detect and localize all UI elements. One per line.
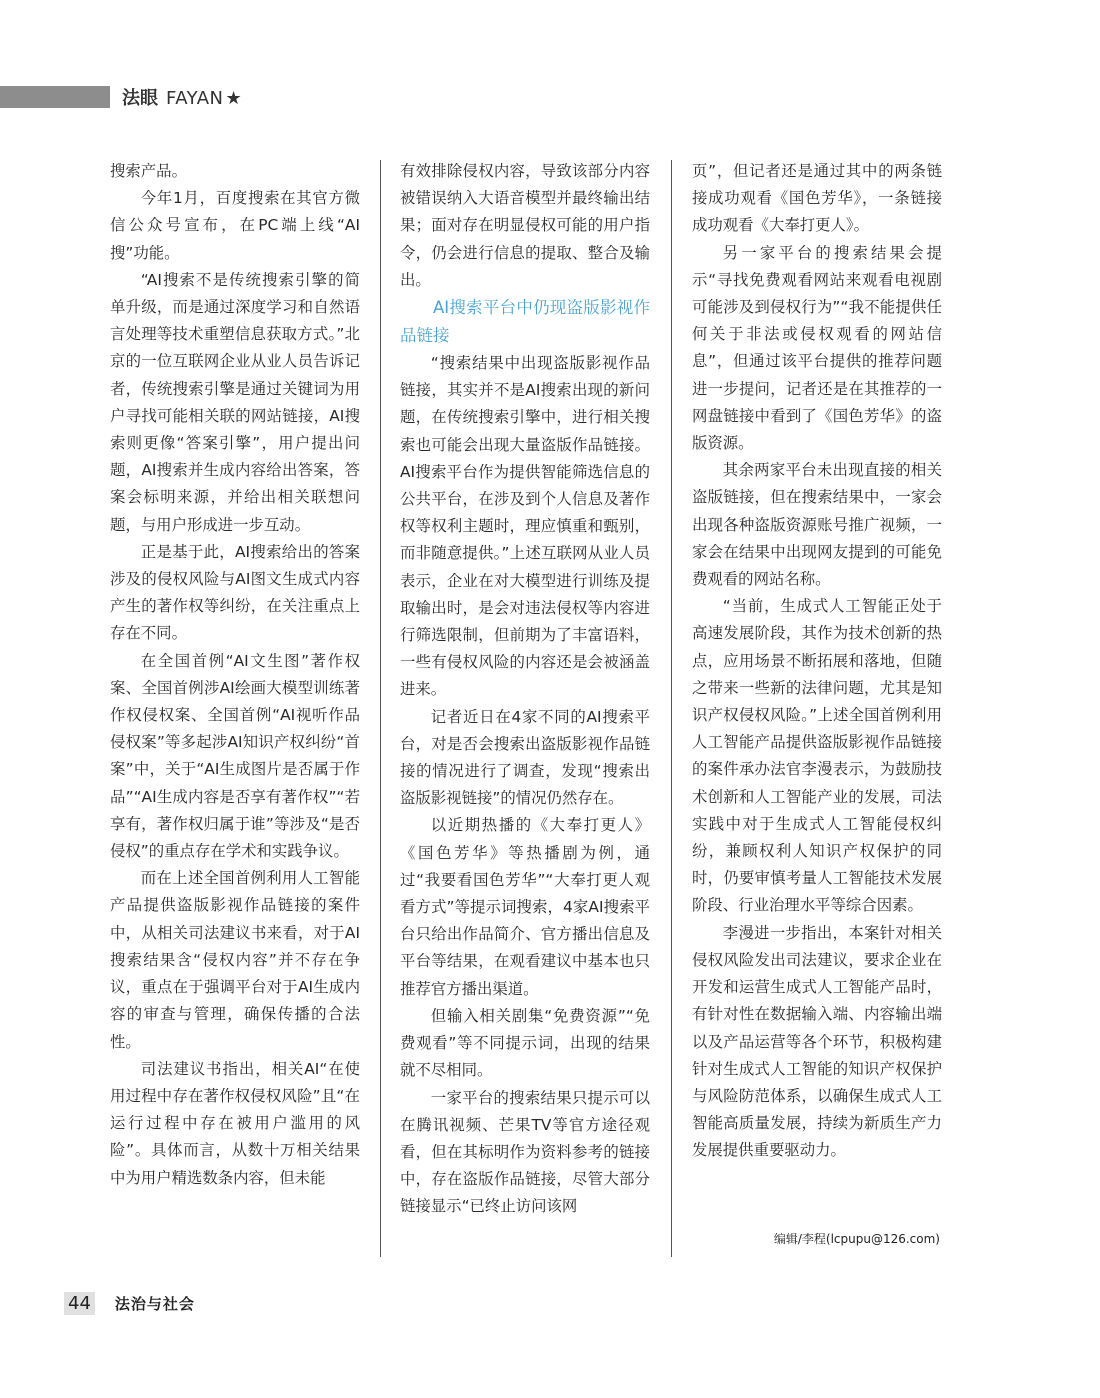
section-title	[122, 84, 242, 110]
paragraph: 另一家平台的搜索结果会提示“寻找免费观看网站来观看电视剧可能涉及到侵权行为”“我不能提供任何关于非法或侵权观看的网站信息”，但通过该平台提供的推荐问题进一步提问，记者还是在其推荐的一网盘链接中看到了《国色芳华》的盗版资源。	[692, 243, 942, 453]
paragraph: 李漫进一步指出，本案针对相关侵权风险发出司法建议，要求企业在开发和运营生成式人工智能产品时，有针对性在数据输入端、内容输出端以及产品运营等各个环节，积极构建针对生成式人工智能的知识产权保护与风险防范体系，以确保生成式人工智能高质量发展，持续为新质生产力发展提供重要驱动力。	[692, 923, 942, 1160]
paragraph: 其余两家平台未出现直接的相关盗版链接，但在搜索结果中，一家会出现各种盗版资源账号推广视频，一家会在结果中出现网友提到的可能免费观看的网站名称。	[692, 461, 942, 589]
paragraph: 一家平台的搜索结果只提示可以在腾讯视频、芒果TV等官方途径观看，但在其标明作为资料参考的链接中，存在盗版作品链接，尽管大部分链接显示“已终止访问该网	[400, 1088, 650, 1216]
paragraph: 而在上述全国首例利用人工智能产品提供盗版影视作品链接的案件中，从相关司法建议书来看，对于AI搜索结果含“侵权内容”并不存在争议，重点在于强调平台对于AI生成内容的审查与管理，确保传播的合法性。	[110, 869, 360, 1051]
header-bar	[0, 86, 110, 108]
paragraph: 今年1月，百度搜索在其官方微信公众号宣布，在PC端上线“AI搜”功能。	[110, 189, 360, 262]
section-header	[0, 86, 242, 108]
section-heading: AI搜索平台中仍现盗版影视作品链接	[400, 298, 650, 346]
article-column-1	[110, 158, 360, 1192]
paragraph: 但输入相关剧集“免费资源”“免费观看”等不同提示词，出现的结果就不尽相同。	[400, 1006, 650, 1080]
column-divider	[380, 160, 381, 1257]
paragraph: 页”，但记者还是通过其中的两条链接成功观看《国色芳华》，一条链接成功观看《大奉打更人》。	[692, 162, 942, 235]
paragraph: 以近期热播的《大奉打更人》《国色芳华》等热播剧为例，通过“我要看国色芳华”“大奉打更人观看方式”等提示词搜索，4家AI搜索平台只给出作品简介、官方播出信息及平台等结果，在观看建议中基本也只推荐官方播出渠道。	[400, 816, 650, 998]
paragraph: 搜索产品。	[110, 162, 187, 180]
column-divider	[671, 160, 672, 1257]
paragraph: “当前，生成式人工智能正处于高速发展阶段，其作为技术创新的热点，应用场景不断拓展和落地，但随之带来一些新的法律问题，尤其是知识产权侵权风险。”上述全国首例利用人工智能产品提供盗版影视作品链接的案件承办法官李漫表示，为鼓励技术创新和人工智能产业的发展，司法实践中对于生成式人工智能侵权纠纷，兼顾权利人知识产权保护的同时，仍要审慎考量人工智能技术发展阶段、行业治理水平等综合因素。	[692, 597, 942, 915]
magazine-name: 法治与社会	[114, 1295, 195, 1313]
paragraph: 记者近日在4家不同的AI搜索平台，对是否会搜索出盗版影视作品链接的情况进行了调查，发现“搜索出盗版影视链接”的情况仍然存在。	[400, 707, 650, 808]
star-icon: ★	[225, 88, 242, 109]
editor-credit: 编辑/李程(lcpupu@126.com)	[773, 1232, 940, 1246]
paragraph: 正是基于此，AI搜索给出的答案涉及的侵权风险与AI图文生成式内容产生的著作权等纠纷，在关注重点上存在不同。	[110, 542, 360, 643]
paragraph: 在全国首例“AI文生图”著作权案、全国首例涉AI绘画大模型训练著作权侵权案、全国首例“AI视听作品侵权案”等多起涉AI知识产权纠纷“首案”中，关于“AI生成图片是否属于作品”“AI生成内容是否享有著作权”“若享有，著作权归属于谁”等涉及“是否侵权”的重点存在学术和实践争议。	[110, 651, 360, 861]
section-title-en: FAYAN	[166, 88, 224, 109]
page-number: 44	[64, 1292, 95, 1315]
paragraph: 司法建议书指出，相关AI“在使用过程中存在著作权侵权风险”且“在运行过程中存在被用户滥用的风险”。具体而言，从数十万相关结果中为用户精选数条内容，但未能	[110, 1059, 360, 1187]
paragraph: 有效排除侵权内容，导致该部分内容被错误纳入大语音模型并最终输出结果；面对存在明显侵权可能的用户指令，仍会进行信息的提取、整合及输出。	[400, 162, 650, 289]
paragraph: “搜索结果中出现盗版影视作品链接，其实并不是AI搜索出现的新问题，在传统搜索引擎中，进行相关搜索也可能会出现大量盗版作品链接。AI搜索平台作为提供智能筛选信息的公共平台，在涉及到个人信息及著作权等权利主题时，理应慎重和甄别，而非随意提供。”上述互联网从业人员表示，企业在对大模型进行训练及提取输出时，是会对违法侵权等内容进行筛选限制，但前期为了丰富语料，一些有侵权风险的内容还是会被涵盖进来。	[400, 354, 650, 699]
section-title-cn: 法眼	[122, 88, 158, 109]
article-column-3	[692, 158, 942, 1165]
page-footer	[64, 1292, 195, 1315]
paragraph: “AI搜索不是传统搜索引擎的简单升级，而是通过深度学习和自然语言处理等技术重塑信息获取方式。”北京的一位互联网企业从业人员告诉记者，传统搜索引擎是通过关键词为用户寻找可能相关联的网站链接，AI搜索则更像“答案引擎”，用户提出问题，AI搜索并生成内容给出答案，答案会标明来源，并给出相关联想问题，与用户形成进一步互动。	[110, 270, 360, 534]
article-column-2	[400, 158, 650, 1221]
